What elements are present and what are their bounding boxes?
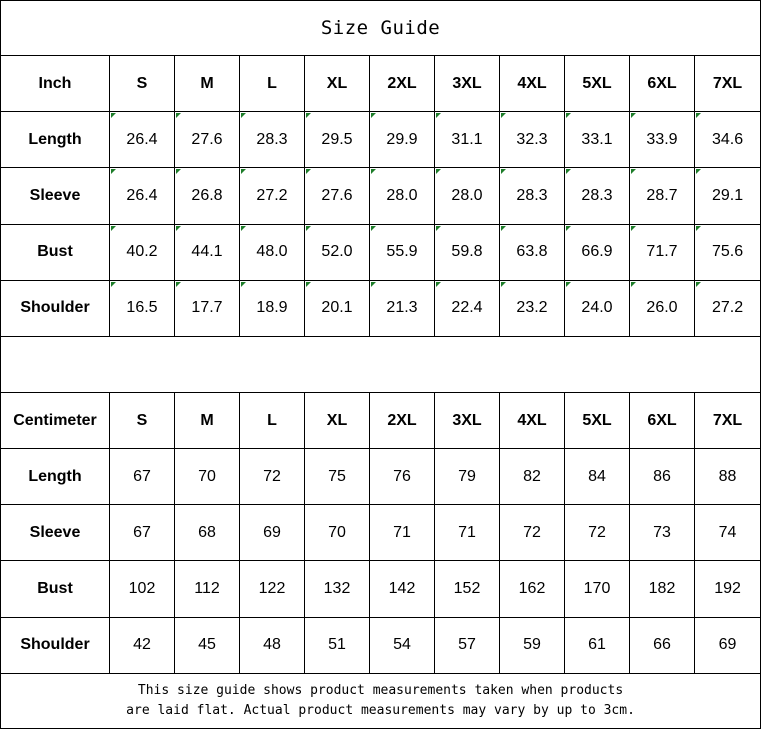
inch-value-cell: 26.4 [110, 112, 175, 168]
cm-value-cell: 162 [500, 561, 565, 617]
cm-value-cell: 67 [110, 505, 175, 561]
inch-row-label: Sleeve [1, 168, 110, 224]
cm-value-cell: 142 [370, 561, 435, 617]
cm-header-row [1, 393, 761, 449]
inch-value-cell: 29.1 [695, 168, 761, 224]
inch-row-label: Shoulder [1, 280, 110, 336]
inch-value-cell: 28.3 [500, 168, 565, 224]
cm-size-header: 4XL [500, 393, 565, 449]
cm-size-header: 6XL [630, 393, 695, 449]
inch-size-header: M [175, 56, 240, 112]
inch-value-cell: 32.3 [500, 112, 565, 168]
inch-value-cell: 71.7 [630, 224, 695, 280]
cm-value-cell: 51 [305, 617, 370, 673]
cm-value-cell: 182 [630, 561, 695, 617]
cm-value-cell: 88 [695, 449, 761, 505]
table-row [1, 168, 761, 224]
inch-value-cell: 44.1 [175, 224, 240, 280]
cm-value-cell: 122 [240, 561, 305, 617]
inch-value-cell: 20.1 [305, 280, 370, 336]
centimeter-table [1, 393, 761, 674]
cm-row-label: Bust [1, 561, 110, 617]
inch-row-label: Length [1, 112, 110, 168]
inch-value-cell: 34.6 [695, 112, 761, 168]
measurement-note [1, 673, 761, 728]
inch-value-cell: 24.0 [565, 280, 630, 336]
inch-row-label: Bust [1, 224, 110, 280]
table-row [1, 505, 761, 561]
inch-value-cell: 28.3 [565, 168, 630, 224]
cm-row-label: Sleeve [1, 505, 110, 561]
cm-value-cell: 86 [630, 449, 695, 505]
cm-value-cell: 192 [695, 561, 761, 617]
cm-value-cell: 75 [305, 449, 370, 505]
inch-value-cell: 31.1 [435, 112, 500, 168]
note-line-2: are laid flat. Actual product measurements may vary by up to 3cm. [126, 702, 635, 718]
inch-value-cell: 29.5 [305, 112, 370, 168]
inch-value-cell: 26.4 [110, 168, 175, 224]
inch-value-cell: 27.2 [695, 280, 761, 336]
cm-size-header: 5XL [565, 393, 630, 449]
table-row [1, 561, 761, 617]
table-spacer [1, 336, 761, 392]
table-row [1, 280, 761, 336]
cm-value-cell: 84 [565, 449, 630, 505]
cm-value-cell: 102 [110, 561, 175, 617]
cm-value-cell: 57 [435, 617, 500, 673]
cm-value-cell: 170 [565, 561, 630, 617]
inch-value-cell: 48.0 [240, 224, 305, 280]
inch-size-header: 3XL [435, 56, 500, 112]
cm-value-cell: 76 [370, 449, 435, 505]
cm-value-cell: 70 [175, 449, 240, 505]
table-row [1, 224, 761, 280]
cm-value-cell: 132 [305, 561, 370, 617]
inch-value-cell: 63.8 [500, 224, 565, 280]
page-title: Size Guide [1, 1, 761, 56]
table-row [1, 112, 761, 168]
note-line-1: This size guide shows product measurements taken when products [137, 682, 624, 698]
cm-value-cell: 74 [695, 505, 761, 561]
inch-value-cell: 33.9 [630, 112, 695, 168]
cm-value-cell: 68 [175, 505, 240, 561]
cm-value-cell: 59 [500, 617, 565, 673]
inch-value-cell: 27.6 [175, 112, 240, 168]
cm-value-cell: 70 [305, 505, 370, 561]
inch-value-cell: 18.9 [240, 280, 305, 336]
cm-value-cell: 54 [370, 617, 435, 673]
inch-value-cell: 26.8 [175, 168, 240, 224]
cm-value-cell: 72 [240, 449, 305, 505]
cm-size-header: 2XL [370, 393, 435, 449]
inch-size-header: S [110, 56, 175, 112]
cm-unit-label: Centimeter [1, 393, 110, 449]
cm-value-cell: 61 [565, 617, 630, 673]
table-row [1, 449, 761, 505]
inch-value-cell: 28.7 [630, 168, 695, 224]
cm-value-cell: 66 [630, 617, 695, 673]
cm-value-cell: 112 [175, 561, 240, 617]
inch-size-header: 6XL [630, 56, 695, 112]
inch-value-cell: 29.9 [370, 112, 435, 168]
cm-value-cell: 72 [565, 505, 630, 561]
inch-value-cell: 55.9 [370, 224, 435, 280]
inch-value-cell: 27.2 [240, 168, 305, 224]
inch-header-row [1, 56, 761, 112]
cm-value-cell: 71 [435, 505, 500, 561]
inch-value-cell: 17.7 [175, 280, 240, 336]
cm-value-cell: 45 [175, 617, 240, 673]
inch-value-cell: 75.6 [695, 224, 761, 280]
inch-value-cell: 28.3 [240, 112, 305, 168]
inch-size-header: L [240, 56, 305, 112]
cm-size-header: M [175, 393, 240, 449]
inch-size-header: 2XL [370, 56, 435, 112]
inch-value-cell: 33.1 [565, 112, 630, 168]
cm-size-header: S [110, 393, 175, 449]
inch-size-header: 5XL [565, 56, 630, 112]
cm-size-header: 7XL [695, 393, 761, 449]
inch-value-cell: 21.3 [370, 280, 435, 336]
inch-value-cell: 23.2 [500, 280, 565, 336]
inch-size-header: 4XL [500, 56, 565, 112]
inch-value-cell: 22.4 [435, 280, 500, 336]
inch-value-cell: 26.0 [630, 280, 695, 336]
cm-value-cell: 42 [110, 617, 175, 673]
inch-value-cell: 66.9 [565, 224, 630, 280]
inch-size-header: XL [305, 56, 370, 112]
cm-row-label: Shoulder [1, 617, 110, 673]
inch-value-cell: 40.2 [110, 224, 175, 280]
cm-value-cell: 48 [240, 617, 305, 673]
cm-value-cell: 67 [110, 449, 175, 505]
cm-value-cell: 152 [435, 561, 500, 617]
cm-value-cell: 72 [500, 505, 565, 561]
cm-size-header: 3XL [435, 393, 500, 449]
cm-value-cell: 71 [370, 505, 435, 561]
cm-value-cell: 69 [240, 505, 305, 561]
inch-value-cell: 27.6 [305, 168, 370, 224]
cm-row-label: Length [1, 449, 110, 505]
inch-table [1, 56, 761, 337]
inch-value-cell: 59.8 [435, 224, 500, 280]
cm-size-header: XL [305, 393, 370, 449]
inch-value-cell: 16.5 [110, 280, 175, 336]
inch-value-cell: 28.0 [370, 168, 435, 224]
inch-value-cell: 28.0 [435, 168, 500, 224]
cm-value-cell: 69 [695, 617, 761, 673]
inch-size-header: 7XL [695, 56, 761, 112]
cm-value-cell: 82 [500, 449, 565, 505]
cm-value-cell: 73 [630, 505, 695, 561]
cm-size-header: L [240, 393, 305, 449]
inch-value-cell: 52.0 [305, 224, 370, 280]
table-row [1, 617, 761, 673]
inch-unit-label: Inch [1, 56, 110, 112]
cm-value-cell: 79 [435, 449, 500, 505]
